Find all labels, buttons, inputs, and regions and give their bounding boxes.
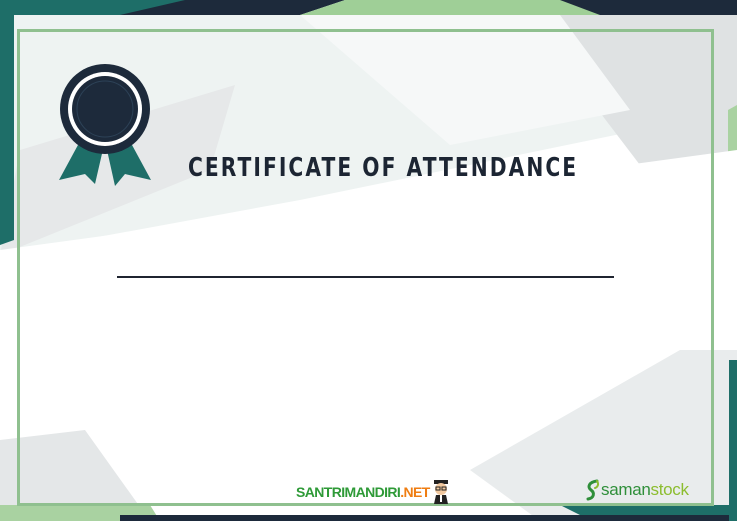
- award-ribbon-icon: [55, 62, 155, 192]
- bg-teal-left-strip: [0, 15, 14, 245]
- samanstock-watermark: [585, 478, 689, 502]
- bg-dark-bottom: [120, 515, 737, 521]
- leaf-s-icon: [585, 479, 601, 501]
- bg-green-bottom-right: [560, 505, 737, 515]
- watermark-right-part1: saman: [601, 480, 651, 499]
- certificate-title: CERTIFICATE OF ATTENDANCE: [188, 153, 579, 183]
- watermark-left-part1: SANTRIMANDIRI: [296, 484, 401, 500]
- santrimandiri-watermark: [296, 482, 450, 502]
- bg-teal-right-strip: [729, 360, 737, 521]
- student-mascot-icon: [432, 480, 450, 504]
- watermark-right-part2: stock: [650, 480, 689, 499]
- recipient-name-line: [117, 276, 614, 278]
- watermark-left-part2: .NET: [400, 484, 430, 500]
